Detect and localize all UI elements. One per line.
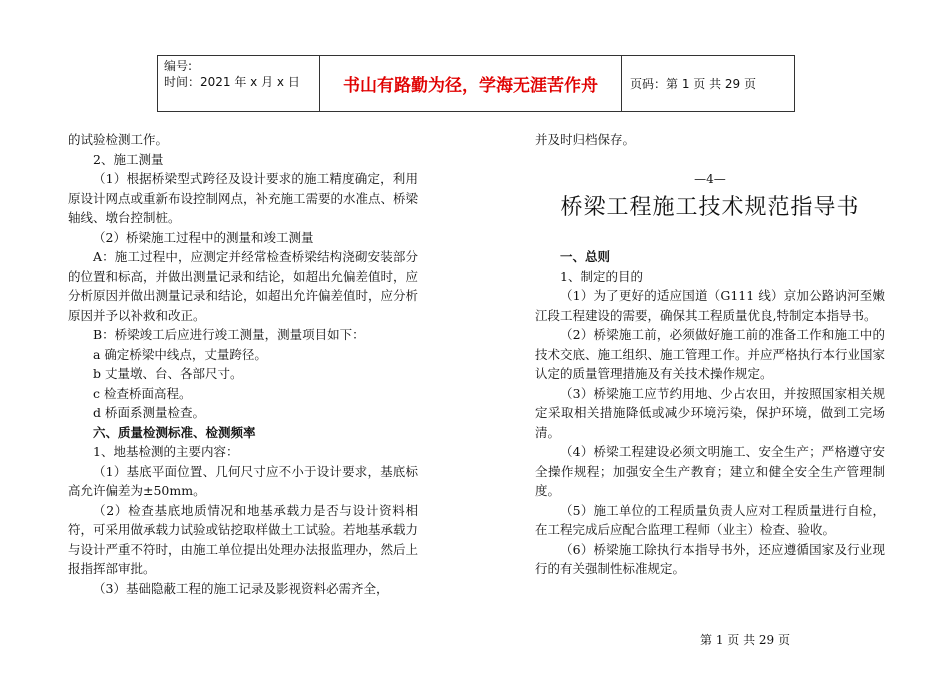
header-motto: 书山有路勤为径，学海无涯苦作舟 [320, 56, 622, 111]
body-paragraph: A：施工过程中，应测定并经常检查桥梁结构浇砌安装部分的位置和标高，并做出测量记录和结论，如超出允偏差值时，应分析原因并做出测量记录和结论，如超出允许偏差值时，应分析原因并予以补救和改正。 [68, 249, 419, 323]
body-paragraph: （2）桥梁施工前，必须做好施工前的准备工作和施工中的技术交底、施工组织、施工管理工作。并应严格执行本行业国家认定的质量管理措施及有关技术操作规定。 [535, 327, 886, 381]
body-paragraph: c 检查桥面高程。 [93, 385, 192, 401]
body-paragraph: B：桥梁竣工后应进行竣工测量，测量项目如下： [93, 327, 365, 342]
right-text-column [535, 130, 885, 579]
body-paragraph: （2）桥梁施工过程中的测量和竣工测量 [93, 229, 314, 245]
document-title: 桥梁工程施工技术规范指导书 [560, 195, 860, 220]
page-footer: 第 1 页 共 29 页 [700, 633, 790, 647]
body-paragraph: （2）检查基底地质情况和地基承载力是否与设计资料相符，可采用做承载力试验或钻挖取样做土工试验。若地基承载力与设计严重不符时，由施工单位提出处理办法报监理办，然后上报指挥部审批。 [68, 502, 419, 576]
body-paragraph: d 桥面系测量检查。 [93, 405, 205, 420]
right-intro-line: 并及时归档保存。 [535, 132, 636, 147]
body-paragraph: 1、地基检测的主要内容： [93, 444, 239, 459]
body-paragraph: （4）桥梁工程建设必须文明施工、安全生产；严格遵守安全操作规程；加强安全生产教育；建立和健全安全生产管理制度。 [535, 444, 885, 498]
document-time-label: 时间：2021 年 x 月 x 日 [164, 75, 300, 89]
section-page-mark: —4— [694, 171, 726, 186]
body-paragraph: （1）根据桥梁型式跨径及设计要求的施工精度确定，利用原设计网点或重新布设控制网点，补充施工需要的水准点、桥梁轴线、墩台控制桩。 [68, 171, 419, 225]
body-paragraph: （6）桥梁施工除执行本指导书外，还应遵循国家及行业现行的有关强制性标准规定。 [535, 541, 885, 576]
body-paragraph: 2、施工测量 [93, 151, 164, 167]
body-paragraph: （1）为了更好的适应国道（G111 线）京加公路讷河至嫩江段工程建设的需要，确保其工程质量优良,特制定本指导书。 [535, 288, 885, 323]
body-paragraph: （1）基底平面位置、几何尺寸应不小于设计要求，基底标高允许偏差为±50mm。 [68, 463, 418, 498]
page-header [157, 55, 795, 112]
document-number-label: 编号: [164, 59, 193, 73]
body-paragraph: （3）桥梁施工应节约用地、少占农田，并按照国家相关规定采取相关措施降低或减少环境污染，保护环境，做到工完场清。 [535, 385, 885, 440]
body-paragraph: a 确定桥梁中线点，丈量跨径。 [93, 346, 267, 362]
section-heading: 一、总则 [560, 249, 611, 264]
body-paragraph: 的试验检测工作。 [68, 132, 169, 147]
body-paragraph: 1、制定的目的 [560, 268, 643, 284]
left-text-column [68, 130, 418, 598]
body-paragraph: （3）基础隐蔽工程的施工记录及影视资料必需齐全， [93, 580, 389, 596]
right-paragraphs [535, 247, 885, 579]
header-page-label: 页码：第 1 页 共 29 页 [630, 77, 756, 91]
body-paragraph: （5）施工单位的工程质量负责人应对工程质量进行自检，在工程完成后应配合监理工程师（业主）检查、验收。 [535, 502, 885, 537]
body-paragraph: b 丈量墩、台、各部尺寸。 [93, 366, 243, 381]
header-meta [158, 56, 320, 111]
section-heading: 六、质量检测标准、检测频率 [93, 424, 256, 440]
